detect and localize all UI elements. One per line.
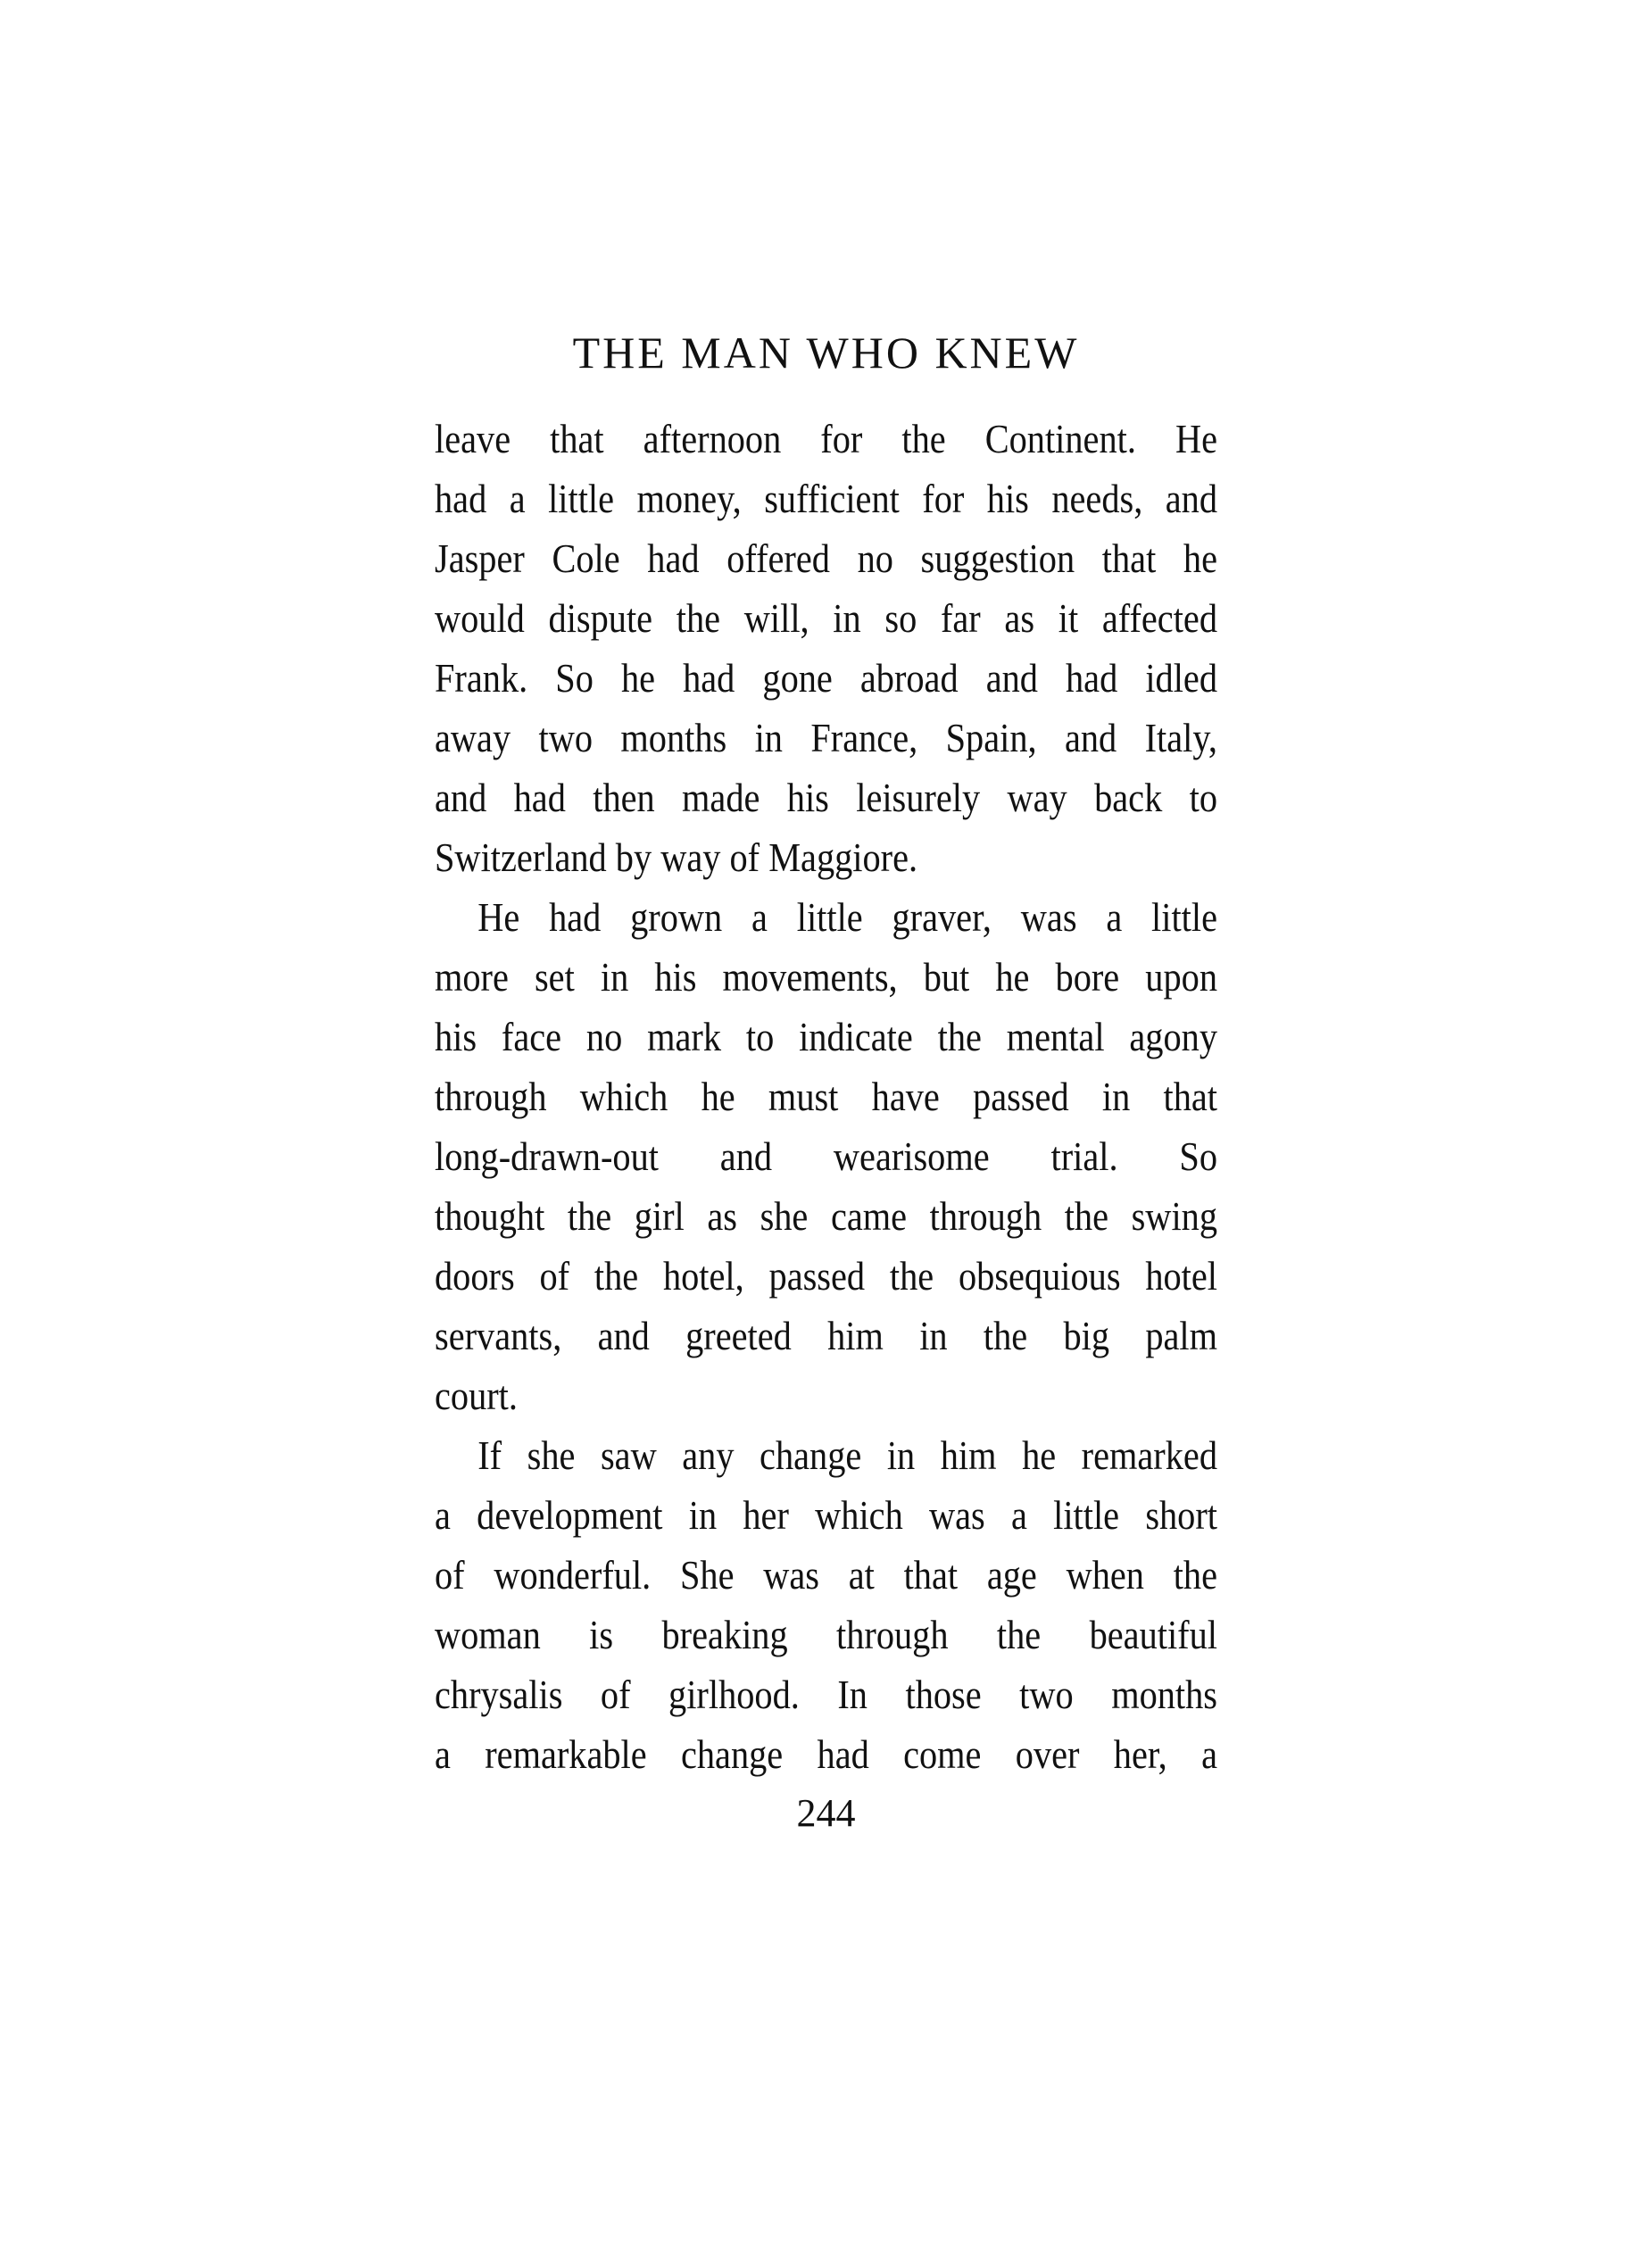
page-number: 244 xyxy=(796,1791,856,1835)
text-line: his face no mark to indicate the mental agony xyxy=(435,1014,1217,1059)
text-line: away two months in France, Spain, and Italy, xyxy=(435,715,1217,760)
text-line: doors of the hotel, passed the obsequious hotel xyxy=(435,1253,1217,1299)
text-line: and had then made his leisurely way back to xyxy=(435,775,1217,820)
text-line: a remarkable change had come over her, a xyxy=(435,1731,1217,1777)
text-line: would dispute the will, in so far as it affected xyxy=(435,595,1217,641)
text-line: thought the girl as she came through the swing xyxy=(435,1193,1217,1239)
text-line: servants, and greeted him in the big palm xyxy=(435,1313,1217,1358)
text-line: long-drawn-out and wearisome trial. So xyxy=(435,1133,1217,1179)
text-line: Frank. So he had gone abroad and had idled xyxy=(435,655,1217,701)
text-line: Switzerland by way of Maggiore. xyxy=(435,834,918,880)
text-line: Jasper Cole had offered no suggestion that he xyxy=(435,535,1217,581)
text-line: a development in her which was a little short xyxy=(435,1492,1217,1538)
text-line: through which he must have passed in that xyxy=(435,1074,1217,1119)
text-line: of wonderful. She was at that age when the xyxy=(435,1552,1217,1598)
running-head: THE MAN WHO KNEW xyxy=(572,328,1080,378)
text-line: more set in his movements, but he bore upon xyxy=(435,954,1217,1000)
text-line: If she saw any change in him he remarked xyxy=(477,1432,1217,1478)
body-text xyxy=(435,409,1217,1784)
text-line: had a little money, sufficient for his needs, and xyxy=(435,476,1217,521)
text-line: woman is breaking through the beautiful xyxy=(435,1612,1217,1657)
text-line: court. xyxy=(435,1373,518,1418)
text-line: He had grown a little graver, was a little xyxy=(477,894,1217,940)
text-line: leave that afternoon for the Continent. He xyxy=(435,416,1217,461)
text-line: chrysalis of girlhood. In those two months xyxy=(435,1672,1217,1717)
